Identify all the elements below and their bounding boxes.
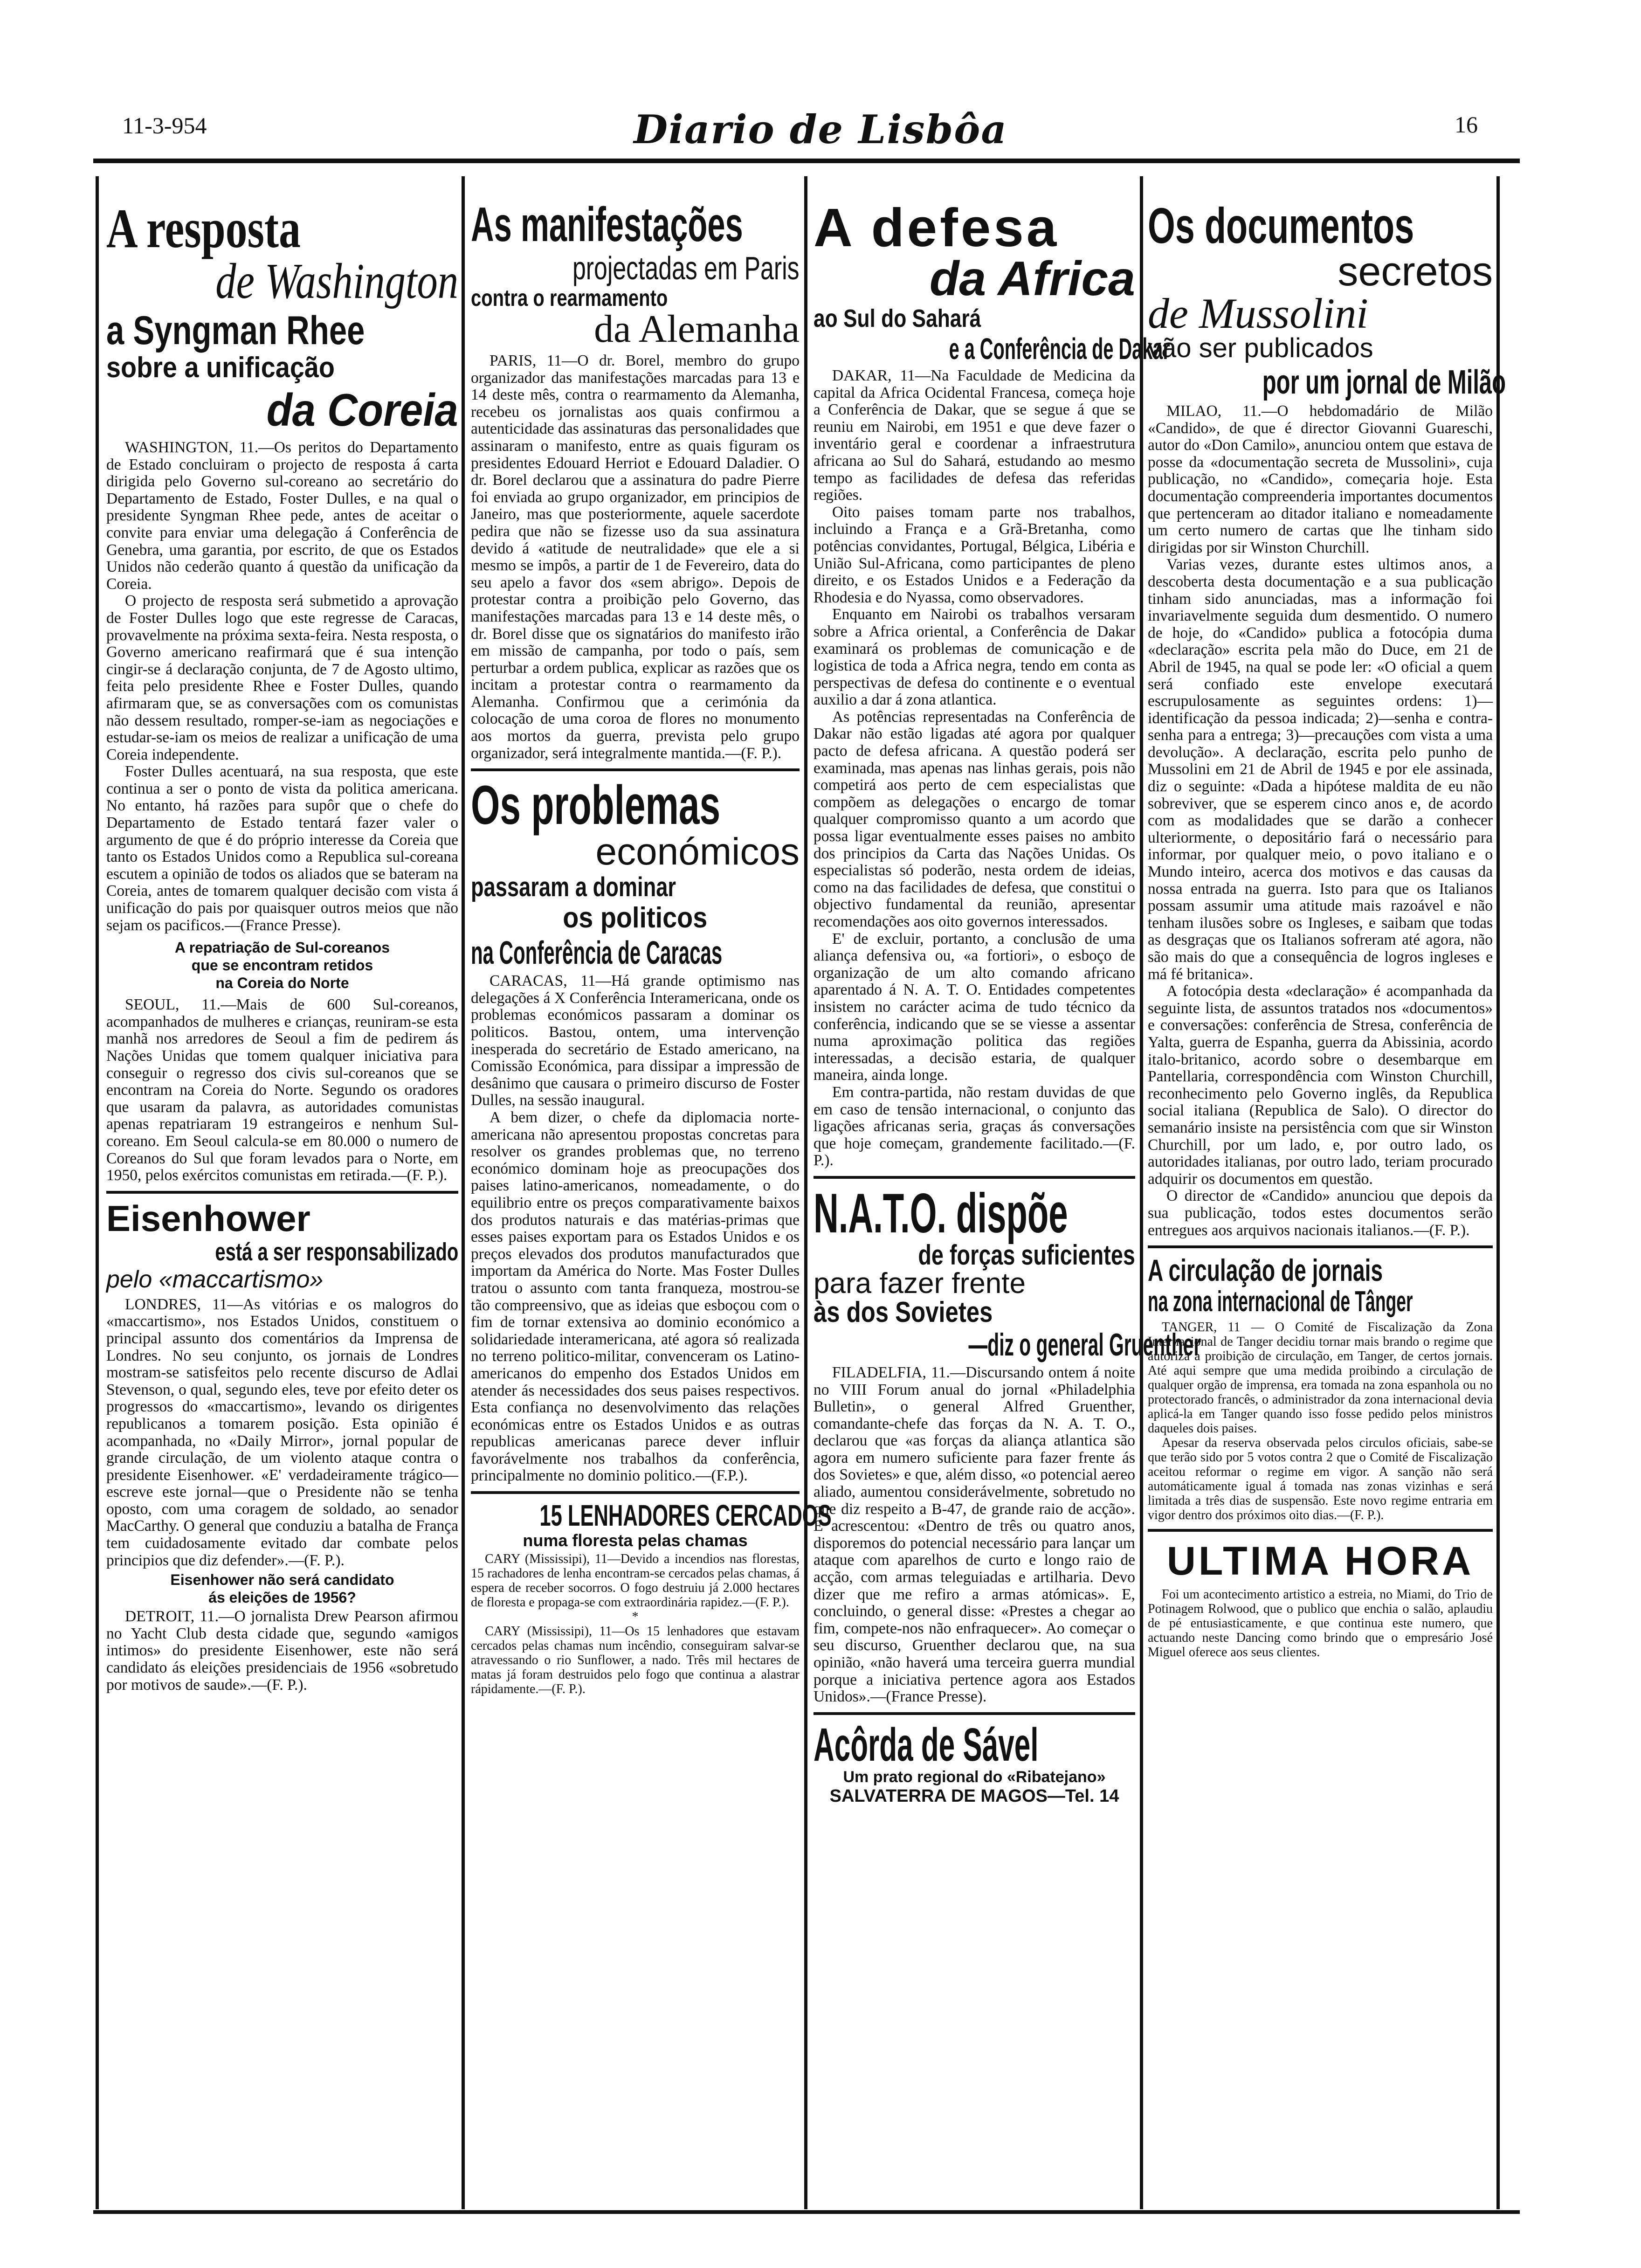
article-filadelfia: FILADELFIA, 11.—Discursando ontem á noite no VIII Forum anual do jornal «Philadelphia Bulletin», o general Alfred Gruenther, comandante-chefe das forças da N. A. T. O., declarou que «as forças da aliança atlantica são agora em numero suficiente para fazer frente ás dos Sovietes» e que, além disso, «o potencial aereo aliado, aumentou considerávelmente, sobretudo no que diz respeito a B-47, de grande raio de acção». E acrescentou: «Dentro de três ou quatro anos, disporemos do potencial necessário para lançar um ataque com aparelhos de curto e longo raio de acção, com armas teleguiadas e artilharia. Devo dizer que me refiro a armas atómicas». E, concluindo, o general disse: «Prestes a chegar ao fim, compete-nos não enfraquecer». Ao começar o seu discurso, Gruenther declarou que, na sua opinião, «não haverá uma terceira guerra mundial porque a iniciativa pertence agora aos Estados Unidos».—(France Presse). [814, 1363, 1135, 1706]
top-rule [93, 159, 1520, 163]
ad-acorda-savel: Acôrda de Sável Um prato regional do «Ribatejano» SALVATERRA DE MAGOS—Tel. 14 [814, 1718, 1119, 1806]
divider [814, 1712, 1135, 1715]
article-milao: MILAO, 11.—O hebdomadário de Milão «Candido», de que é director Giovanni Guareschi, autor do «Don Camilo», anunciou ontem que estava de posse da «documentação secreta de Mussolini», cuja publicação, no «Candido», começaria hoje. Esta documentação compreenderia importantes documentos que pertenceram ao ditador italiano e nomeadamente um certo numero de cartas que lhe tinham sido dirigidas por sir Winston Churchill. Varias vezes, durante estes ultimos anos, a descoberta desta documentação e a sua publicação tinham sido anunciadas, mas a informação foi invariavelmente seguida dum desmentido. O numero de hoje, do «Candido» publica a fotocópia duma «declaração» escrita pela mão do Duce, em 21 de Abril de 1945, na qual se pode ler: «O oficial a quem será confiado este envelope executará escrupulosamente as seguintes ordens: 1)—identificação da pessoa indicada; 2)—senha e contra-senha para a entrega; 3)—precauções com vista a uma devolução». A declaração, escrita pelo punho de Mussolini em 21 de Abril de 1945 e por ele assinada, diz o seguinte: «Dada a hipótese maldita de eu não sobreviver, que se esperem cinco anos e, de acordo com as modalidades que se darão a conhecer ulteriormente, o depositário fará o necessário para informar, por qualquer meio, o povo italiano e o Mundo inteiro, acerca dos motivos e das causas da nossa entrada na guerra. Isto para que os Italianos possam assumir uma atitude mais razoável e não tenham ilusões sobre os Ingleses, e saibam que todas as desgraças que os Italianos sofreram até agora, não são mais do que a consequência de logros ingleses e má fé britanica». A fotocópia desta «declaração» é acompanhada da seguinte lista, de assuntos tratados nos «documentos» e conversações: conferência de Stresa, conferência de Yalta, guerra de Espanha, guerra da Abissinia, acordo italo-britanico, acordo sobre o desembarque em Pantellaria, correspondência com Winston Churchill, reconhecimento pelo Governo inglês, da Republica social italiana (Republica de Salo). O director do semanário insiste na persistência com que sir Winston Churchill, por um lado, e, por outro lado, os autoridades italianas, por outro lado, teriam procurado adquirir os documentos em questão. O director de «Candido» anunciou que depois da sua publicação, todos estes documentos serão entregues aos arquivos nacionais italianos.—(F. P.). [1148, 402, 1493, 1239]
divider [1148, 1529, 1493, 1532]
masthead: Diario de Lisbôa [634, 106, 1007, 152]
divider [1148, 1245, 1493, 1248]
headline-resposta: A resposta de Washington a Syngman Rhee sobre a unificação da Coreia [106, 197, 458, 436]
article-eisenhower: LONDRES, 11—As vitórias e os malogros do «maccartismo», nos Estados Unidos, constituem o principal assunto dos comentários da Imprensa de Londres. No seu conjunto, os jornais de Londres mostram-se satisfeitos pelo recente discurso de Adlai Stevenson, o qual, segundo eles, teve por efeito deter os progressos do «maccartismo», levando os dirigentes republicanos a tomarem posição. Esta opinião é acompanhada, no «Daily Mirror», jornal popular de grande circulação, de um violento ataque contra o presidente Eisenhower. «E' verdadeiramente trágico—escreve este jornal—que o Presidente não se tenha oposto, com uma coragem de soldado, ao senador MacCarthy. O general que conduziu a batalha de França tem cuidadosamente evitado dar combate pelos principios que diz defender».—(F. P.). [106, 1295, 458, 1569]
column-3 [814, 197, 1201, 2206]
page-number: 16 [1455, 111, 1478, 138]
article-ultima-hora: Foi um acontecimento artistico a estreia, no Miami, do Trio de Potinagem Rolwood, que o publico que enchia o salão, aplaudiu de pé entusiasticamente, e que continua este numero, que actuando neste Dancing como brindo que o empresário José Miguel oferece aos seus clientes. [1148, 1587, 1493, 1660]
divider [471, 1491, 800, 1494]
article-detroit: DETROIT, 11.—O jornalista Drew Pearson afirmou no Yacht Club desta cidade que, segundo «amigos intimos» do presidente Eisenhower, este não será candidato ás eleições presidenciais de 1956 «sobretudo por motivos de saude».—(F. P.). [106, 1608, 458, 1694]
article-resposta: WASHINGTON, 11.—Os peritos do Departamento de Estado concluiram o projecto de resposta á carta dirigida pelo Governo sul-coreano ao secretário do Departamento de Estado, Foster Dulles, e na qual o presidente Syngman Rhee pede, antes de aceitar o convite para enviar uma delegação á Conferência de Genebra, uma garantia, por escrito, de que os Estados Unidos não cederão quanto á questão da unificação da Coreia. O projecto de resposta será submetido a aprovação de Foster Dulles logo que este regresse de Caracas, provavelmente na próxima sexta-feira. Nesta resposta, o Governo americano reafirmará que é sua intenção cingir-se á declaração conjunta, de 7 de Agosto ultimo, feita pelo presidente Rhee e Foster Dulles, quando afirmaram que, se as conversações com os comunistas não dessem resultado, romper-se-iam as negociações e estudar-se-iam os meios de realizar a unificação de uma Coreia independente. Foster Dulles acentuará, na sua resposta, que este continua a ser o ponto de vista da politica americana. No entanto, há razões para supôr que o chefe do Departamento de Estado tentará fazer valer o argumento de que é do próprio interesse da Coreia que tanto os Estados Unidos como a Republica sul-coreana escutem a opinião de todos os aliados que se bateram na Coreia, antes de tomarem qualquer decisão com vista á unificação do pais por quaisquer outros meios que não sejam os pacificos.—(France Presse). [106, 439, 458, 934]
column-2 [471, 198, 832, 2206]
article-caracas: CARACAS, 11—Há grande optimismo nas delegações á X Conferência Interamericana, onde os problemas económicos passaram a dominar os politicos. Bastou, ontem, uma intervenção inesperada do secretário de Estado americano, na Comissão Económica, para dissipar a impressão de desânimo que causara o primeiro discurso de Foster Dulles, na sessão inaugural. A bem dizer, o chefe da diplomacia norte-americana não apresentou propostas concretas para resolver os grandes problemas que, no terreno económico dominam hoje as preocupações dos paises latino-americanos, nomeadamente, o do equilibrio entre os preços comparativamente baixos dos produtos naturais e das matérias-primas que esses paises exportam para os Estados Unidos e os preços elevados dos produtos manufacturados que importam da América do Norte. Mas Foster Dulles tratou o assunto com tanta franqueza, mostrou-se tão compreensivo, que as ideias que esboçou com o fim de tornar extensiva ao dominio económico a solidariedade interamericana, até agora só realizada no terreno politico-militar, convenceram os Latino-americanos do empenho dos Estados Unidos em atender ás necessidades dos seus paises respectivos. Esta confiança no desenvolvimento das relações económicas entre os Estados Unidos e as outras republicas americanas parece dever influir favorávelmente nos trabalhos da conferência, principalmente no dominio politico.—(F.P.). [471, 972, 800, 1485]
article-paris: PARIS, 11—O dr. Borel, membro do grupo organizador das manifestações marcadas para 13 e 14 deste mês, contra o rearmamento da Alemanha, recebeu os jornalistas aos quais confirmou a autenticidade das assinaturas das personalidades que assinaram o manifesto, entre as quais figuram os presidentes Edouard Herriot e Edouard Daladier. O dr. Borel declarou que a assinatura do padre Pierre foi enviada ao grupo organizador, em principios de Janeiro, mas que posteriormente, aquele sacerdote pedira que não se fizesse uso da sua assinatura devido á «atitude de neutralidade» que ele a si mesmo se impôs, a partir de 1 de Fevereiro, data do seu apelo a favor dos «sem abrigo». Depois de protestar contra a proibição pelo Governo, das manifestações marcadas para 13 e 14 deste mês, o dr. Borel disse que os signatários do manifesto irão em missão de campanha, por todo o país, sem perturbar a ordem publica, explicar as razões que os incitam a protestar contra o rearmamento da Alemanha. Confirmou que a cerimónia da colocação de uma coroa de flores no monumento aos mortos da guerra, prevista pelo grupo organizador, será integralmente mantida.—(F. P.). [471, 352, 800, 762]
divider [471, 768, 800, 771]
divider [106, 1191, 458, 1194]
subhead-eleicoes: Eisenhower não será candidato ás eleições de 1956? [170, 1571, 394, 1606]
issue-date: 11-3-954 [122, 112, 207, 138]
divider [814, 1176, 1135, 1179]
article-tanger: TANGER, 11 — O Comité de Fiscalização da Zona Internacional de Tanger decidiu tornar mais brando o regime que autoriza a proibição de circulação, em Tanger, de certos jornais. Até aqui sempre que uma medida proibindo a circulação de qualquer orgão de imprensa, era tomada na zona espanhola ou no protectorado francês, o administrador da zona internacional devia aplicá-la em Tanger quando isso fosse pedido pelos ministros daqueles dois paises. Apesar da reserva observada pelos circulos oficiais, sabe-se que terão sido por 5 votos contra 2 que o Comité de Fiscalização aceitou reformar o regime em vigor. A sanção não será automáticamente igual á tomada nas zonas vizinhas e será limitada a três dias de suspensão. Este novo regime entraria em vigor dentro dos próximos oito dias.—(F. P.). [1148, 1320, 1493, 1523]
column-4 [1148, 197, 1506, 2206]
headline-nato: N.A.T.O. dispõe de forças suficientes para fazer frente às dos Sovietes —diz o general Gruenther [814, 1182, 1201, 1362]
column-rule-right [1496, 176, 1500, 2209]
column-rule-1 [462, 176, 465, 2209]
headline-manifestacoes: As manifestações projectadas em Paris contra o rearmamento da Alemanha [471, 198, 800, 351]
article-dakar: DAKAR, 11—Na Faculdade de Medicina da capital da Africa Ocidental Francesa, começa hoje a Conferência de Dakar, que se segue á que se reuniu em Nairobi, em 1951 e que deve fazer o inventário geral e coordenar a infraestrutura africana ao Sul do Sahará, estudando ao mesmo tempo as facilidades de defesa das referidas regiões. Oito paises tomam parte nos trabalhos, incluindo a França e a Grã-Bretanha, como potências convidantes, Portugal, Bélgica, Libéria e União Sul-Africana, como participantes de pleno direito, e os Estados Unidos e a Federação da Rhodesia e do Nyassa, como observadores. Enquanto em Nairobi os trabalhos versaram sobre a Africa oriental, a Conferência de Dakar examinará os problemas de comunicação e de logistica de toda a Africa negra, tendo em conta as perspectivas de defesa do continente e o eventual auxilio a dar á zona atlantica. As potências representadas na Conferência de Dakar não estão ligadas até agora por qualquer pacto de defesa africana. A questão poderá ser examinada, mas apenas nas linhas gerais, pois não competirá aos perto de cem especialistas que compõem as delegações o encargo de tomar qualquer compromisso quanto a um acordo que possa ligar eventualmente esses paises no ambito dos principios da Carta das Nações Unidas. Os especialistas só poderão, nesta ordem de ideias, como na das facilidades de defesa, que constitui o objectivo fundamental da reunião, apresentar recomendações aos oito governos interessados. E' de excluir, portanto, a conclusão de uma aliança defensiva ou, «a fortiori», o esboço de organização de um alto comando africano aparentado á N. A. T. O. Entidades competentes insistem no carácter acima de tudo técnico da conferência, indicando que se se viesse a assentar numa aproximação politica das regiões interessadas, a decisão estaria, de qualquer maneira, ainda longe. Em contra-partida, não restam duvidas de que em caso de tensão internacional, o conjunto das ligações africanas seria, graças ás conversações que hoje começam, grandemente facilitado.—(F. P.). [814, 367, 1135, 1169]
column-1 [106, 197, 458, 2206]
subhead-repatriacao: A repatriação de Sul-coreanos que se encontram retidos na Coreia do Norte [174, 939, 390, 992]
column-rule-2 [804, 176, 807, 2209]
column-rule-3 [1140, 176, 1143, 2209]
ultima-hora-title: ULTIMA HORA [1166, 1539, 1474, 1584]
bottom-rule [93, 2210, 1520, 2214]
column-rule-left [96, 176, 99, 2209]
article-seoul: SEOUL, 11.—Mais de 600 Sul-coreanos, acompanhados de mulheres e crianças, reuniram-se esta manhã nos arredores de Seoul a fim de pedirem ás Nações Unidas que tomem qualquer iniciativa para conseguir o regresso dos civis sul-coreanos que se encontram na Coreia do Norte. Segundo os oradores que usaram da palavra, as autoridades comunistas apenas repatriaram 19 estrangeiros e nenhum Sul-coreano. Em Seoul calcula-se em 80.000 o numero de Coreanos do Sul que foram levados para o Norte, em 1950, pelos exércitos comunistas em retirada.—(F. P.). [106, 996, 458, 1184]
headline-problemas: Os problemas económicos passaram a dominar os politicos na Conferência de Caracas [471, 774, 800, 971]
headline-tanger: A circulação de jornais na zona internacional de Tânger [1148, 1253, 1413, 1318]
headline-mussolini: Os documentos secretos de Mussolini vão ser publicados por um jornal de Milão [1148, 197, 1506, 401]
headline-lenhadores: 15 LENHADORES CERCADOS numa floresta pelas chamas [523, 1499, 832, 1550]
headline-eisenhower: Eisenhower está a ser responsabilizado pelo «maccartismo» [106, 1197, 458, 1293]
article-cary: CARY (Mississipi), 11—Devido a incendios nas florestas, 15 rachadores de lenha encontram-se cercados pelas chamas, á espera de receber socorros. O fogo destruiu já 2.000 hectares de floresta e propaga-se com extraordinária rapidez.—(F. P.). * CARY (Mississipi), 11—Os 15 lenhadores que estavam cercados pelas chamas num incêndio, conseguiram salvar-se atravessando o rio Sunflower, a nado. Três mil hectares de matas já foram destruidos pelo fogo que continua a alastrar rápidamente.—(F. P.). [471, 1552, 800, 1697]
headline-defesa-africa: A defesa da Africa ao Sul do Sahará e a Conferência de Dakar [814, 197, 1170, 366]
